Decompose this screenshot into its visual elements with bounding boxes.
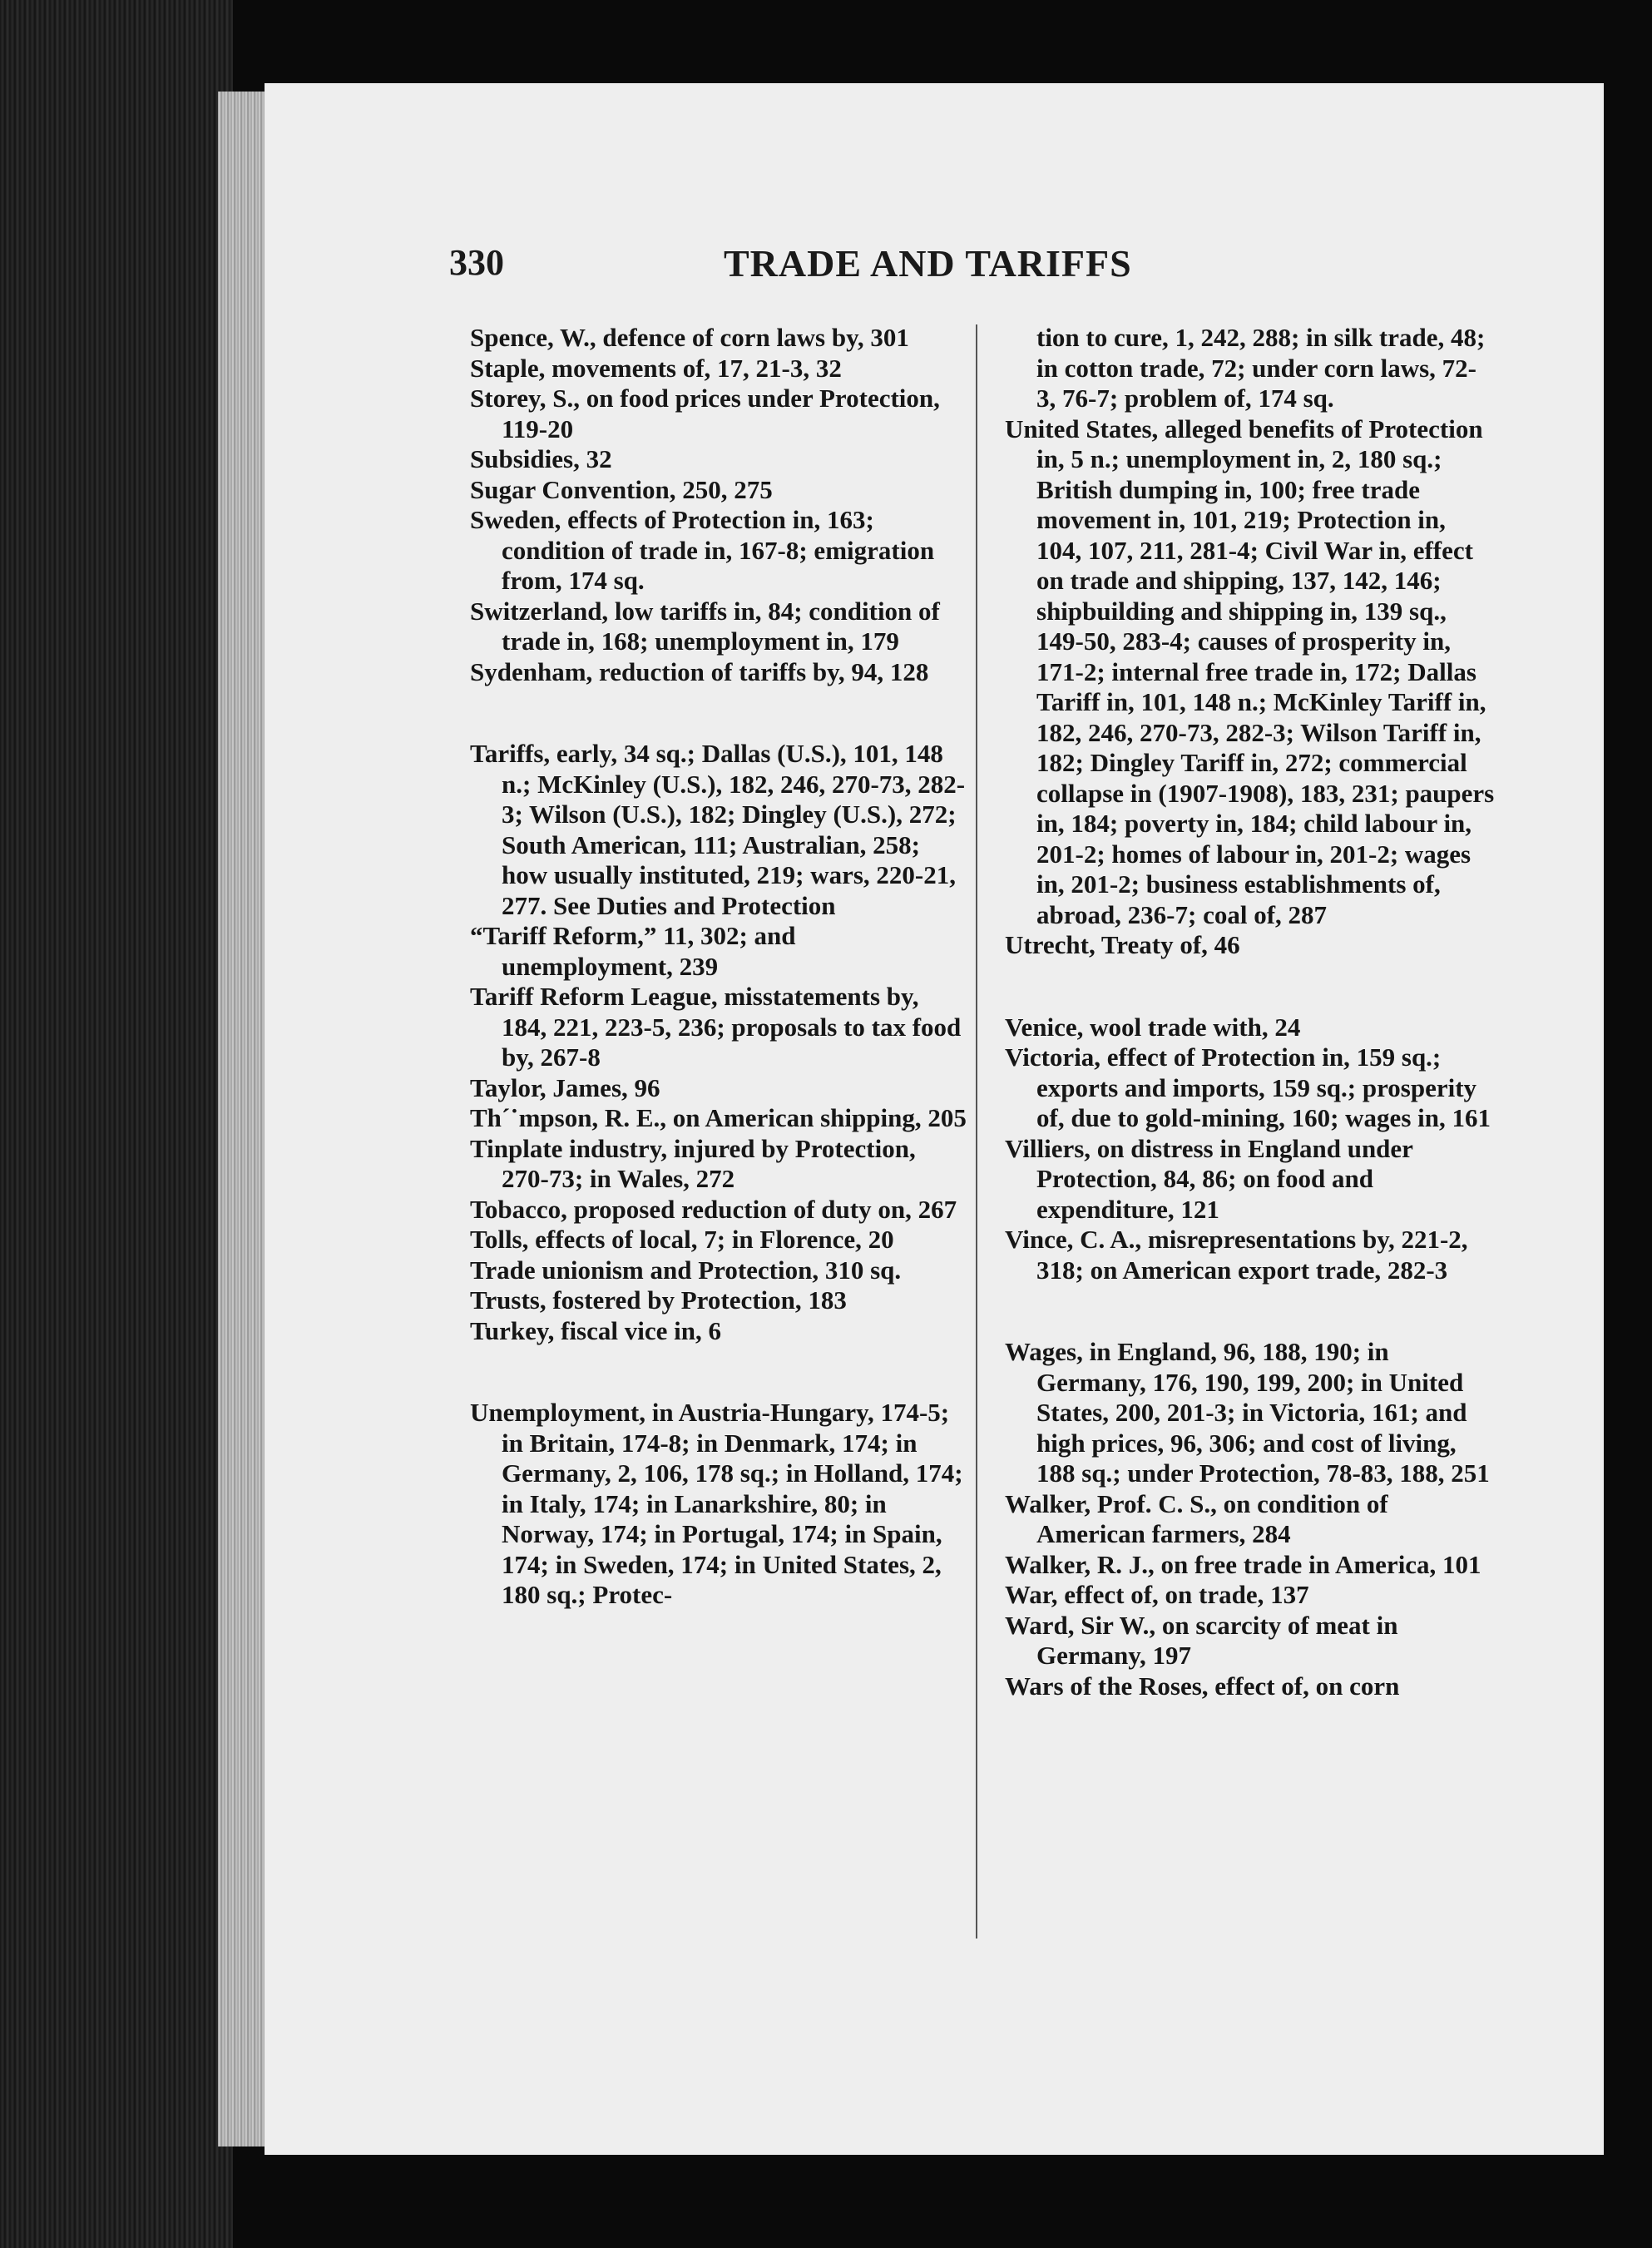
index-entry: Villiers, on distress in England under Protection, 84, 86; on food and expenditure, 121 bbox=[1005, 1133, 1413, 1224]
index-entry: Turkey, fiscal vice in, 6 bbox=[470, 1315, 721, 1345]
index-entry: Walker, Prof. C. S., on condition of American farmers, 284 bbox=[1005, 1488, 1388, 1548]
section-gap bbox=[1005, 1285, 1496, 1337]
index-column-right bbox=[1005, 323, 1496, 1701]
index-entry: Storey, S., on food prices under Protection, 119-20 bbox=[470, 384, 940, 443]
index-entry: Walker, R. J., on free trade in America, 101 bbox=[1005, 1549, 1481, 1579]
index-entry: Sydenham, reduction of tariffs by, 94, 128 bbox=[470, 656, 929, 686]
book-spine-edge bbox=[0, 0, 233, 2248]
index-entry: Unemployment, in Austria-Hungary, 174-5; in Britain, 174-8; in Denmark, 174; in Germany, 2, 106, 178 sq.; in Holland, 174; in Italy, 174; in Lanarkshire, 80; in Norway, 174; in Portugal, 174; in Spain, 174; in Sweden, 174; in United States, 2, 180 sq.; Protec- bbox=[470, 1398, 963, 1609]
index-entry: Subsidies, 32 bbox=[470, 444, 612, 473]
index-entry: Utrecht, Treaty of, 46 bbox=[1005, 930, 1240, 959]
index-entry: “Tariff Reform,” 11, 302; and unemployment, 239 bbox=[470, 921, 796, 981]
index-entry: Sweden, effects of Protection in, 163; condition of trade in, 167-8; emigration from, 174 sq. bbox=[470, 505, 935, 595]
index-entry: tion to cure, 1, 242, 288; in silk trade, 48; in cotton trade, 72; under corn laws, 72-3, 76-7; problem of, 174 sq. bbox=[1036, 323, 1486, 413]
index-entry: Tolls, effects of local, 7; in Florence, 20 bbox=[470, 1225, 894, 1254]
section-gap bbox=[470, 687, 969, 739]
index-entry: United States, alleged benefits of Protection in, 5 n.; unemployment in, 2, 180 sq.; British dumping in, 100; free trade movement in, 101, 219; Protection in, 104, 107, 211, 281-4; Civil War in, effect on trade and shipping, 137, 142, 146; shipbuilding and shipping in, 139 sq., 149-50, 283-4; causes of prosperity in, 171-2; internal free trade in, 172; Dallas Tariff in, 101, 148 n.; McKinley Tariff in, 182, 246, 270-73, 282-3; Wilson Tariff in, 182; Dingley Tariff in, 272; commercial collapse in (1907-1908), 183, 231; paupers in, 184; poverty in, 184; child labour in, 201-2; homes of labour in, 201-2; wages in, 201-2; business establishments of, abroad, 236-7; coal of, 287 bbox=[1005, 413, 1495, 929]
index-column-left bbox=[470, 323, 969, 1611]
section-gap bbox=[1005, 961, 1496, 1013]
index-entry: Tinplate industry, injured by Protection, 270-73; in Wales, 272 bbox=[470, 1133, 916, 1193]
index-entry: Victoria, effect of Protection in, 159 sq.; exports and imports, 159 sq.; prosperity of, due to gold-mining, 160; wages in, 161 bbox=[1005, 1042, 1491, 1132]
index-entry: Switzerland, low tariffs in, 84; condition of trade in, 168; unemployment in, 179 bbox=[470, 596, 940, 656]
index-entry: Wages, in England, 96, 188, 190; in Germany, 176, 190, 199, 200; in United States, 200, 201-3; in Victoria, 161; and high prices, 96, 306; and cost of living, 188 sq.; under Protection, 78-83, 188, 251 bbox=[1005, 1337, 1490, 1488]
page-number: 330 bbox=[449, 242, 504, 283]
index-entry: Venice, wool trade with, 24 bbox=[1005, 1012, 1301, 1042]
index-entry: Ward, Sir W., on scarcity of meat in Germany, 197 bbox=[1005, 1610, 1398, 1670]
index-entry: Staple, movements of, 17, 21-3, 32 bbox=[470, 353, 842, 383]
index-entry: Trusts, fostered by Protection, 183 bbox=[470, 1285, 847, 1315]
index-entry: Vince, C. A., misrepresentations by, 221-2, 318; on American export trade, 282-3 bbox=[1005, 1225, 1468, 1285]
index-entry: Tariffs, early, 34 sq.; Dallas (U.S.), 101, 148 n.; McKinley (U.S.), 182, 246, 270-73, 282-3; Wilson (U.S.), 182; Dingley (U.S.), 272; South American, 111; Australian, 258; how usually instituted, 219; wars, 220-21, 277. See Duties and Protection bbox=[470, 739, 966, 920]
page-header bbox=[449, 241, 1248, 291]
index-entry: War, effect of, on trade, 137 bbox=[1005, 1580, 1309, 1609]
page-title: TRADE AND TARIFFS bbox=[724, 242, 1132, 285]
index-entry: Tariff Reform League, misstatements by, 184, 221, 223-5, 236; proposals to tax food by, 267-8 bbox=[470, 982, 962, 1072]
index-entry: Trade unionism and Protection, 310 sq. bbox=[470, 1255, 902, 1285]
section-gap bbox=[470, 1346, 969, 1398]
index-entry: Spence, W., defence of corn laws by, 301 bbox=[470, 323, 909, 352]
column-divider bbox=[976, 324, 977, 1939]
index-entry: Tobacco, proposed reduction of duty on, 267 bbox=[470, 1194, 957, 1224]
index-entry: Th´˙mpson, R. E., on American shipping, 205 bbox=[470, 1103, 967, 1132]
index-entry: Wars of the Roses, effect of, on corn bbox=[1005, 1671, 1400, 1701]
index-entry: Taylor, James, 96 bbox=[470, 1072, 660, 1102]
scan-border bbox=[1604, 75, 1652, 2171]
index-entry: Sugar Convention, 250, 275 bbox=[470, 474, 773, 504]
